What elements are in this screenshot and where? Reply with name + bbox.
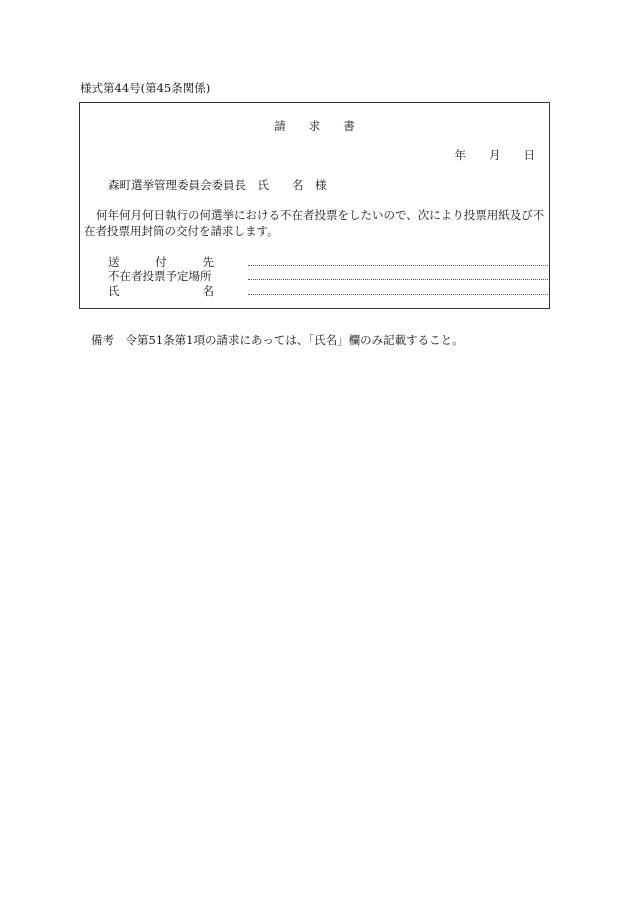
date-line: 年 月 日 (454, 148, 535, 162)
send-to-label-char: 送 (108, 255, 120, 269)
form-number: 様式第44号(第45条関係) (80, 81, 211, 95)
field-row-voting-place (108, 268, 548, 283)
voting-place-label (108, 268, 214, 284)
name-input-line[interactable] (248, 294, 548, 295)
send-to-input-line[interactable] (248, 265, 548, 266)
addressee: 森町選挙管理委員会委員長 氏 名 様 (108, 178, 327, 192)
field-row-name (108, 283, 548, 298)
voting-place-input-line[interactable] (248, 279, 548, 280)
voting-place-label-text: 不在者投票予定場所 (108, 269, 212, 283)
name-label (108, 283, 214, 299)
field-row-send-to (108, 254, 548, 269)
name-label-char: 名 (202, 284, 214, 298)
name-label-char: 氏 (108, 284, 120, 298)
send-to-label-char: 先 (202, 255, 214, 269)
document-title: 請 求 書 (274, 119, 355, 133)
send-to-label-char: 付 (155, 255, 167, 269)
request-body-text: 何年何月何日執行の何選挙における不在者投票をしたいので、次により投票用紙及び不在者投票用封筒の交付を請求します。 (84, 208, 545, 238)
remark-note: 備考 令第51条第1項の請求にあっては、「氏名」欄のみ記載すること。 (91, 333, 464, 347)
request-form-box (79, 102, 550, 309)
